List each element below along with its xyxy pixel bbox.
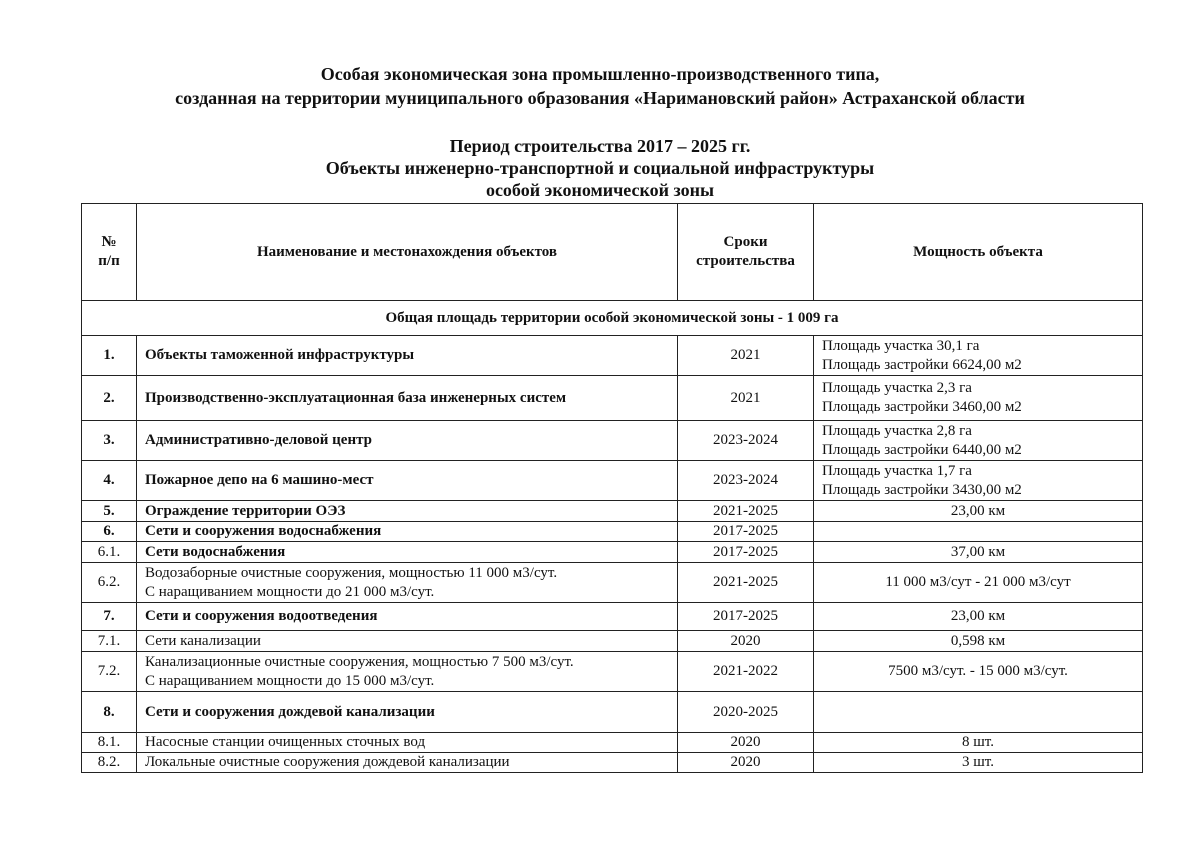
row-capacity: Площадь участка 30,1 га Площадь застройки 6624,00 м2 xyxy=(814,336,1143,376)
subtitle-line-2: особой экономической зоны xyxy=(485,180,715,200)
row-name: Сети и сооружения водоснабжения xyxy=(137,522,678,542)
row-dates: 2020 xyxy=(678,631,814,652)
row-dates: 2023-2024 xyxy=(678,421,814,461)
row-capacity xyxy=(814,522,1143,542)
row-name: Локальные очистные сооружения дождевой канализации xyxy=(137,753,678,773)
table-row xyxy=(82,652,1143,692)
row-dates: 2021-2022 xyxy=(678,652,814,692)
header-num: № п/п xyxy=(82,204,137,301)
row-capacity: 11 000 м3/сут - 21 000 м3/сут xyxy=(814,563,1143,603)
row-name: Пожарное депо на 6 машино-мест xyxy=(137,461,678,501)
table-row xyxy=(82,733,1143,753)
row-capacity: 23,00 км xyxy=(814,501,1143,522)
table-header-row xyxy=(82,204,1143,301)
document-header xyxy=(0,62,1200,201)
infrastructure-table xyxy=(81,203,1143,773)
table-row xyxy=(82,376,1143,421)
table-row xyxy=(82,753,1143,773)
row-capacity: 7500 м3/сут. - 15 000 м3/сут. xyxy=(814,652,1143,692)
subtitle-line-1: Объекты инженерно-транспортной и социальной инфраструктуры xyxy=(325,158,875,178)
row-name: Сети и сооружения дождевой канализации xyxy=(137,692,678,733)
row-dates: 2020 xyxy=(678,733,814,753)
row-dates: 2017-2025 xyxy=(678,542,814,563)
row-capacity: 3 шт. xyxy=(814,753,1143,773)
row-name: Насосные станции очищенных сточных вод xyxy=(137,733,678,753)
table-row xyxy=(82,336,1143,376)
table-row xyxy=(82,461,1143,501)
header-name: Наименование и местонахождения объектов xyxy=(137,204,678,301)
row-capacity: Площадь участка 1,7 га Площадь застройки 3430,00 м2 xyxy=(814,461,1143,501)
row-name: Ограждение территории ОЭЗ xyxy=(137,501,678,522)
row-dates: 2020-2025 xyxy=(678,692,814,733)
row-num: 3. xyxy=(82,421,137,461)
row-num: 6.1. xyxy=(82,542,137,563)
table-row xyxy=(82,501,1143,522)
title-line-1: Особая экономическая зона промышленно-производственного типа, xyxy=(320,64,880,84)
row-num: 8. xyxy=(82,692,137,733)
row-num: 8.1. xyxy=(82,733,137,753)
row-num: 1. xyxy=(82,336,137,376)
row-capacity: 8 шт. xyxy=(814,733,1143,753)
row-dates: 2017-2025 xyxy=(678,603,814,631)
row-capacity: 23,00 км xyxy=(814,603,1143,631)
table-row xyxy=(82,563,1143,603)
row-num: 2. xyxy=(82,376,137,421)
row-num: 7. xyxy=(82,603,137,631)
header-capacity: Мощность объекта xyxy=(814,204,1143,301)
row-num: 5. xyxy=(82,501,137,522)
row-dates: 2021 xyxy=(678,376,814,421)
row-num: 7.1. xyxy=(82,631,137,652)
total-area-row xyxy=(82,301,1143,336)
table-row xyxy=(82,692,1143,733)
row-dates: 2021-2025 xyxy=(678,563,814,603)
row-name: Сети канализации xyxy=(137,631,678,652)
row-num: 7.2. xyxy=(82,652,137,692)
row-capacity: 37,00 км xyxy=(814,542,1143,563)
table-row xyxy=(82,522,1143,542)
row-name: Сети водоснабжения xyxy=(137,542,678,563)
row-capacity: Площадь участка 2,8 га Площадь застройки 6440,00 м2 xyxy=(814,421,1143,461)
header-dates: Сроки строительства xyxy=(678,204,814,301)
row-num: 8.2. xyxy=(82,753,137,773)
row-name: Административно-деловой центр xyxy=(137,421,678,461)
row-capacity: 0,598 км xyxy=(814,631,1143,652)
row-num: 4. xyxy=(82,461,137,501)
table-row xyxy=(82,603,1143,631)
row-dates: 2023-2024 xyxy=(678,461,814,501)
table-row xyxy=(82,542,1143,563)
title-line-2: созданная на территории муниципального образования «Наримановский район» Астраханской области xyxy=(175,88,1025,108)
total-area-text: Общая площадь территории особой экономической зоны - 1 009 га xyxy=(82,301,1143,336)
row-dates: 2021-2025 xyxy=(678,501,814,522)
period-title: Период строительства 2017 – 2025 гг. xyxy=(449,136,751,156)
row-num: 6.2. xyxy=(82,563,137,603)
table-row xyxy=(82,631,1143,652)
row-name: Сети и сооружения водоотведения xyxy=(137,603,678,631)
row-dates: 2017-2025 xyxy=(678,522,814,542)
row-name: Канализационные очистные сооружения, мощностью 7 500 м3/сут. С наращиванием мощности до 15 000 м3/сут. xyxy=(137,652,678,692)
row-name: Производственно-эксплуатационная база инженерных систем xyxy=(137,376,678,421)
row-name: Объекты таможенной инфраструктуры xyxy=(137,336,678,376)
row-capacity: Площадь участка 2,3 га Площадь застройки 3460,00 м2 xyxy=(814,376,1143,421)
row-capacity xyxy=(814,692,1143,733)
row-num: 6. xyxy=(82,522,137,542)
row-dates: 2020 xyxy=(678,753,814,773)
row-name: Водозаборные очистные сооружения, мощностью 11 000 м3/сут. С наращиванием мощности до 21 000 м3/сут. xyxy=(137,563,678,603)
table-row xyxy=(82,421,1143,461)
row-dates: 2021 xyxy=(678,336,814,376)
